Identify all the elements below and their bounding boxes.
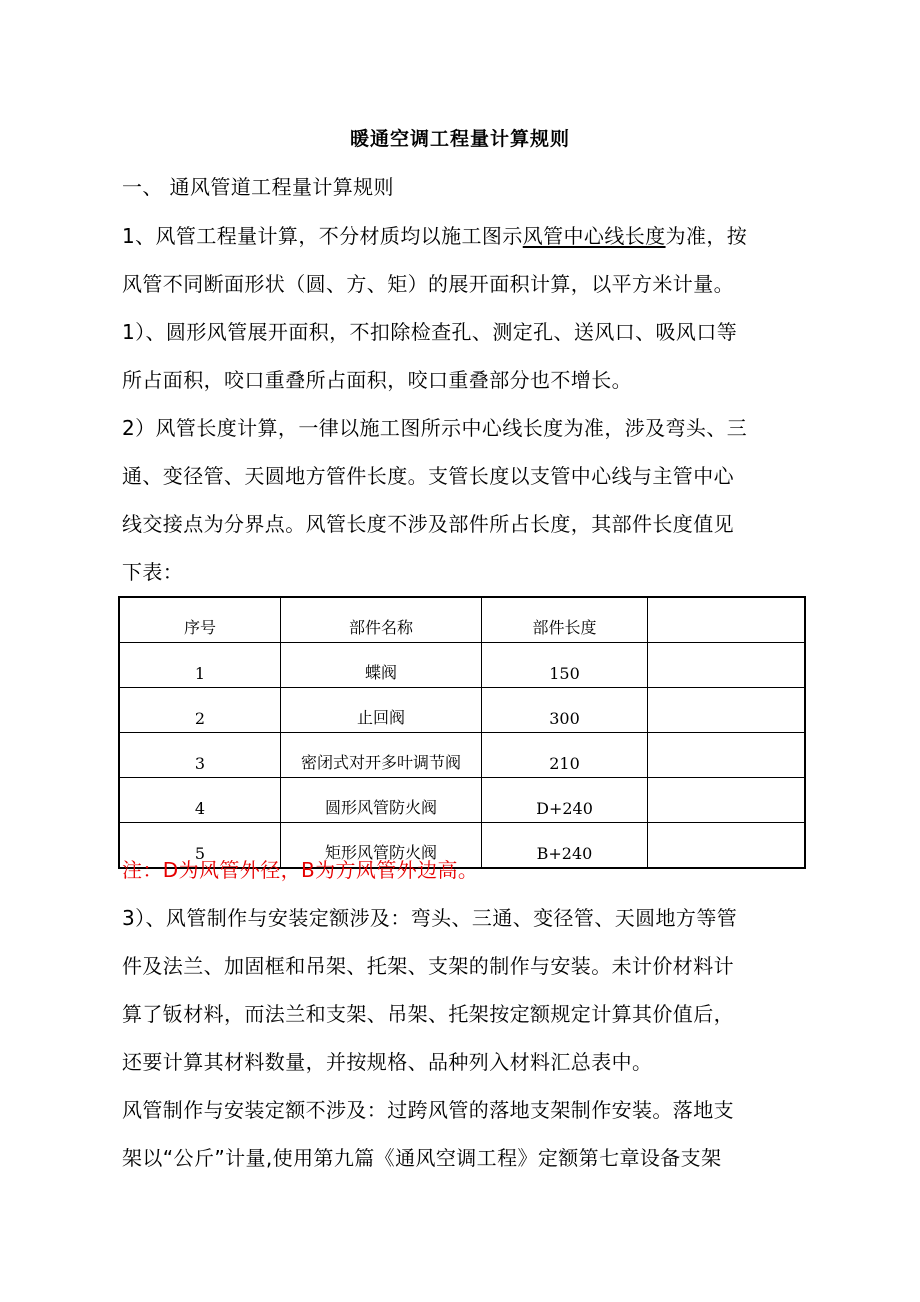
paragraph-3-line-3: 线交接点为分界点。风管长度不涉及部件所占长度，其部件长度值见 bbox=[122, 512, 734, 536]
paragraph-3-line-2: 通、变径管、天圆地方管件长度。支管长度以支管中心线与主管中心 bbox=[122, 464, 734, 488]
table-cell: B+240 bbox=[482, 823, 648, 869]
table-cell bbox=[648, 643, 806, 688]
table-cell: 210 bbox=[482, 733, 648, 778]
paragraph-3-line-1: 2）风管长度计算，一律以施工图所示中心线长度为准，涉及弯头、三 bbox=[122, 416, 748, 440]
underlined-term: 风管中心线长度 bbox=[522, 224, 666, 248]
paragraph-3-line-4: 下表： bbox=[122, 560, 184, 584]
table-cell: 蝶阀 bbox=[281, 643, 482, 688]
text-span: 为准，按 bbox=[665, 224, 748, 248]
table-cell: 矩形风管防火阀 bbox=[281, 823, 482, 869]
table-cell: 150 bbox=[482, 643, 648, 688]
table-cell: 3 bbox=[119, 733, 281, 778]
paragraph-4-line-2: 件及法兰、加固框和吊架、托架、支架的制作与安装。未计价材料计 bbox=[122, 954, 734, 978]
paragraph-5-line-2: 架以“公斤”计量,使用第九篇《通风空调工程》定额第七章设备支架 bbox=[122, 1146, 722, 1170]
table-row bbox=[119, 733, 805, 778]
table-cell bbox=[648, 733, 806, 778]
parts-length-table bbox=[118, 596, 806, 869]
paragraph-2-line-2: 所占面积，咬口重叠所占面积，咬口重叠部分也不增长。 bbox=[122, 368, 632, 392]
table-cell: 1 bbox=[119, 643, 281, 688]
table-cell: 止回阀 bbox=[281, 688, 482, 733]
paragraph-1-line-2: 风管不同断面形状（圆、方、矩）的展开面积计算，以平方米计量。 bbox=[122, 272, 734, 296]
table-cell: 5 bbox=[119, 823, 281, 869]
paragraph-4-line-1: 3）、风管制作与安装定额涉及：弯头、三通、变径管、天圆地方等管 bbox=[122, 906, 738, 930]
table-note: 注：D为风管外径，B为方风管外边高。 bbox=[122, 858, 479, 882]
text-span: 1、风管工程量计算，不分材质均以施工图示 bbox=[122, 224, 523, 248]
table-row bbox=[119, 688, 805, 733]
paragraph-4-line-3: 算了钣材料，而法兰和支架、吊架、托架按定额规定计算其价值后， bbox=[122, 1002, 734, 1026]
header-cell: 部件长度 bbox=[482, 597, 648, 643]
header-cell: 序号 bbox=[119, 597, 281, 643]
table-cell: 密闭式对开多叶调节阀 bbox=[281, 733, 482, 778]
document-title: 暖通空调工程量计算规则 bbox=[349, 128, 570, 150]
table-cell: 2 bbox=[119, 688, 281, 733]
table-row bbox=[119, 778, 805, 823]
header-cell: 部件名称 bbox=[281, 597, 482, 643]
section-heading: 一、 通风管道工程量计算规则 bbox=[122, 175, 394, 199]
header-cell bbox=[648, 597, 806, 643]
paragraph-4-line-4: 还要计算其材料数量，并按规格、品种列入材料汇总表中。 bbox=[122, 1050, 653, 1074]
table-cell bbox=[648, 778, 806, 823]
paragraph-5-line-1: 风管制作与安装定额不涉及：过跨风管的落地支架制作安装。落地支 bbox=[122, 1098, 734, 1122]
table-cell: 300 bbox=[482, 688, 648, 733]
table-row bbox=[119, 643, 805, 688]
paragraph-2-line-1: 1）、圆形风管展开面积，不扣除检查孔、测定孔、送风口、吸风口等 bbox=[122, 320, 738, 344]
paragraph-1-line-1 bbox=[122, 222, 802, 250]
table-header-row bbox=[119, 597, 805, 643]
table-cell bbox=[648, 688, 806, 733]
table-cell: D+240 bbox=[482, 778, 648, 823]
table-cell: 4 bbox=[119, 778, 281, 823]
table-cell: 圆形风管防火阀 bbox=[281, 778, 482, 823]
